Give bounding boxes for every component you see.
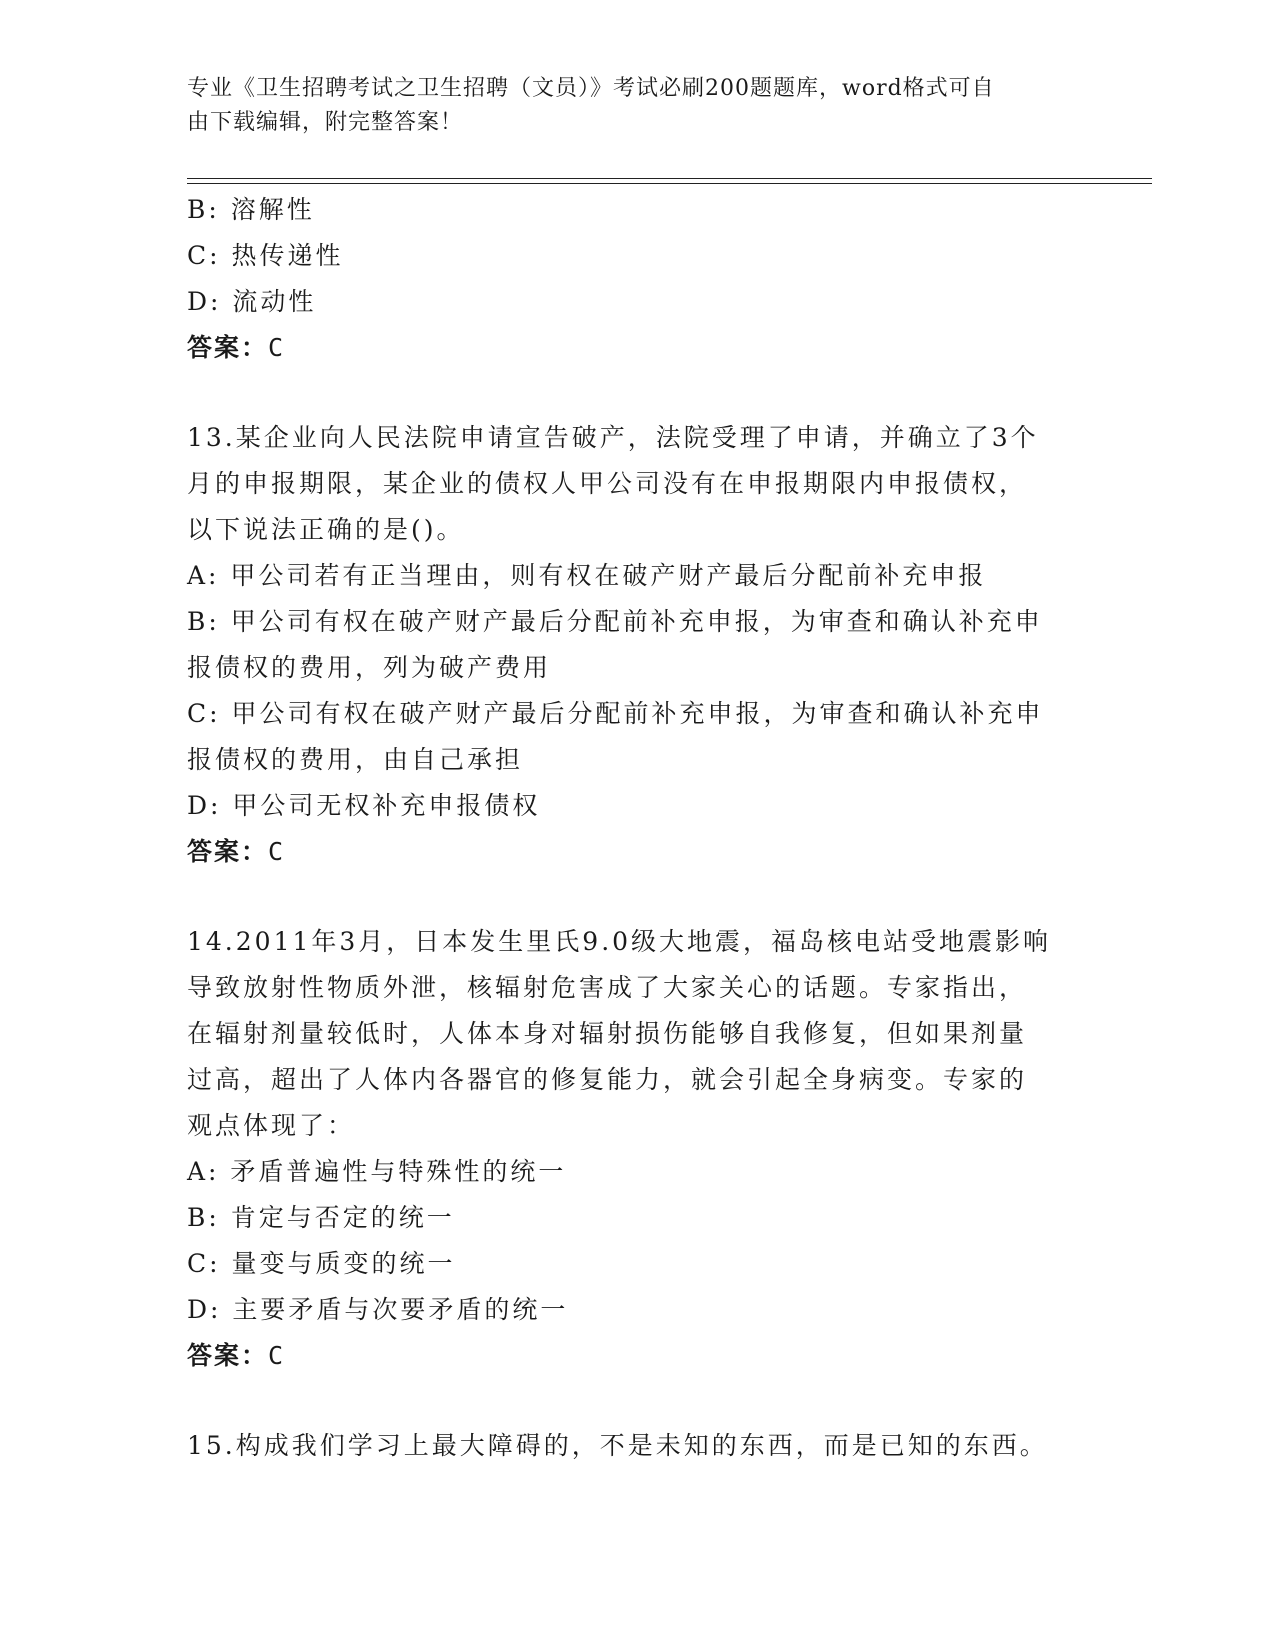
q13-option-b-line-2: 报债权的费用，列为破产费用 bbox=[187, 653, 552, 682]
document-body bbox=[187, 187, 1087, 1469]
q14-stem-line-5: 观点体现了： bbox=[187, 1111, 356, 1140]
q14-stem-line-2: 导致放射性物质外泄，核辐射危害成了大家关心的话题。专家指出， bbox=[187, 973, 1028, 1002]
q13-option-c-line-1: C: 甲公司有权在破产财产最后分配前补充申报，为审查和确认补充申 bbox=[187, 699, 1044, 728]
q13-answer-value: C bbox=[268, 837, 286, 866]
q13-stem-line-1: 13.某企业向人民法院申请宣告破产，法院受理了申请，并确立了3个 bbox=[187, 423, 1039, 452]
header-line-2: 由下载编辑，附完整答案！ bbox=[187, 110, 464, 135]
q13-answer-label: 答案： bbox=[187, 837, 269, 866]
q14-stem-line-1: 14.2011年3月，日本发生里氏9.0级大地震，福岛核电站受地震影响 bbox=[187, 927, 1052, 956]
question-14 bbox=[187, 919, 1087, 1379]
q13-option-b-line-1: B: 甲公司有权在破产财产最后分配前补充申报，为审查和确认补充申 bbox=[187, 607, 1043, 636]
header-rule-top bbox=[187, 178, 1152, 179]
q12-answer bbox=[187, 325, 1087, 371]
q14-stem-line-4: 过高，超出了人体内各器官的修复能力，就会引起全身病变。专家的 bbox=[187, 1065, 1028, 1094]
question-gap bbox=[187, 875, 1087, 919]
q13-option-c-line-2: 报债权的费用，由自己承担 bbox=[187, 745, 524, 774]
q14-option-b: B: 肯定与否定的统一 bbox=[187, 1203, 455, 1232]
q13-answer bbox=[187, 829, 1087, 875]
question-gap bbox=[187, 1379, 1087, 1423]
q14-answer-value: C bbox=[268, 1341, 286, 1370]
question-12-tail bbox=[187, 187, 1087, 371]
q12-option-c: C: 热传递性 bbox=[187, 241, 344, 270]
header-rule-bottom bbox=[187, 183, 1152, 184]
q12-option-b: B: 溶解性 bbox=[187, 195, 315, 224]
question-15 bbox=[187, 1423, 1087, 1469]
q13-stem-line-3: 以下说法正确的是()。 bbox=[187, 515, 465, 544]
q14-option-c: C: 量变与质变的统一 bbox=[187, 1249, 456, 1278]
q13-option-a: A: 甲公司若有正当理由，则有权在破产财产最后分配前补充申报 bbox=[187, 561, 987, 590]
question-gap bbox=[187, 371, 1087, 415]
q12-option-d: D: 流动性 bbox=[187, 287, 317, 316]
q13-stem-line-2: 月的申报期限，某企业的债权人甲公司没有在申报期限内申报债权， bbox=[187, 469, 1028, 498]
q14-stem-line-3: 在辐射剂量较低时，人体本身对辐射损伤能够自我修复，但如果剂量 bbox=[187, 1019, 1028, 1048]
q15-stem-line-1: 15.构成我们学习上最大障碍的，不是未知的东西，而是已知的东西。 bbox=[187, 1431, 1048, 1460]
header-line-1: 专业《卫生招聘考试之卫生招聘（文员）》考试必刷200题题库，word格式可自 bbox=[187, 76, 995, 101]
q14-answer-label: 答案： bbox=[187, 1341, 269, 1370]
q14-answer bbox=[187, 1333, 1087, 1379]
document-header bbox=[187, 72, 1087, 140]
q12-answer-label: 答案： bbox=[187, 333, 269, 362]
question-13 bbox=[187, 415, 1087, 875]
q14-option-a: A: 矛盾普遍性与特殊性的统一 bbox=[187, 1157, 567, 1186]
q14-option-d: D: 主要矛盾与次要矛盾的统一 bbox=[187, 1295, 569, 1324]
q12-answer-value: C bbox=[268, 333, 286, 362]
q13-option-d: D: 甲公司无权补充申报债权 bbox=[187, 791, 541, 820]
